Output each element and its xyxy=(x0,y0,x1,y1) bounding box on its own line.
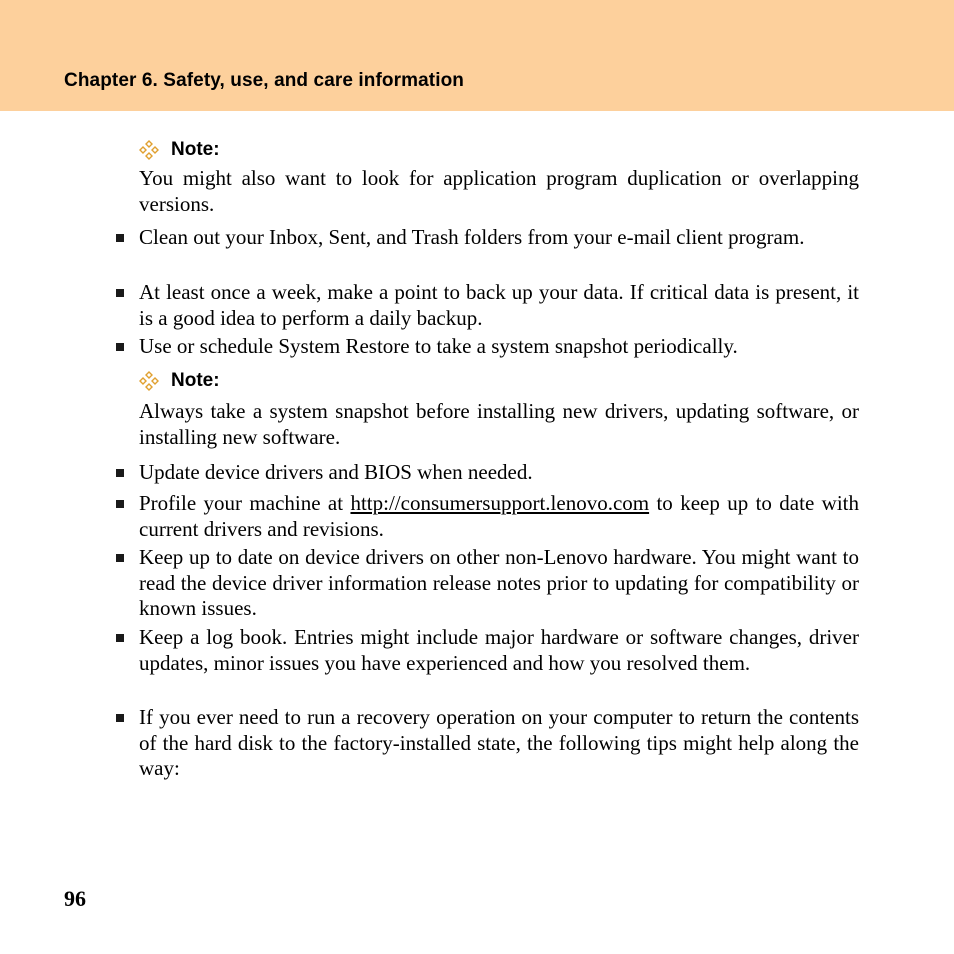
list-item-text: Profile your machine at xyxy=(139,491,351,515)
list-item: Keep a log book. Entries might include major hardware or software changes, driver updates, minor issues you have experienced and how you resolved them. xyxy=(139,625,859,675)
square-bullet-icon xyxy=(116,469,124,477)
square-bullet-icon xyxy=(116,634,124,642)
note-text: You might also want to look for application program duplication or overlapping versions. xyxy=(139,166,859,216)
support-link[interactable]: http://consumersupport.lenovo.com xyxy=(350,491,650,515)
list-item-text: to keep up to date with current drivers and revisions. xyxy=(139,491,860,541)
list-item xyxy=(139,491,859,542)
list-item: Clean out your Inbox, Sent, and Trash folders from your e-mail client program. xyxy=(139,225,805,249)
square-bullet-icon xyxy=(116,554,124,562)
square-bullet-icon xyxy=(116,234,124,242)
square-bullet-icon xyxy=(116,289,124,297)
four-diamond-icon xyxy=(139,371,159,391)
list-item: Keep up to date on device drivers on other non-Lenovo hardware. You might want to read the device driver information release notes prior to updating for compatibility or known issues. xyxy=(139,545,859,620)
four-diamond-icon xyxy=(139,140,159,160)
square-bullet-icon xyxy=(116,343,124,351)
chapter-title: Chapter 6. Safety, use, and care information xyxy=(64,70,464,91)
list-item: Update device drivers and BIOS when needed. xyxy=(139,460,533,484)
note-heading xyxy=(139,370,220,392)
note-label: Note: xyxy=(171,370,220,391)
list-item: At least once a week, make a point to back up your data. If critical data is present, it is a good idea to perform a daily backup. xyxy=(139,280,859,330)
page-number: 96 xyxy=(64,886,86,911)
note-text: Always take a system snapshot before installing new drivers, updating software, or installing new software. xyxy=(139,399,859,449)
note-heading xyxy=(139,139,220,161)
chapter-header-band xyxy=(0,0,954,111)
square-bullet-icon xyxy=(116,714,124,722)
square-bullet-icon xyxy=(116,500,124,508)
list-item: If you ever need to run a recovery operation on your computer to return the contents of the hard disk to the factory-installed state, the following tips might help along the way: xyxy=(139,705,859,780)
list-item: Use or schedule System Restore to take a system snapshot periodically. xyxy=(139,334,738,358)
note-label: Note: xyxy=(171,139,220,160)
